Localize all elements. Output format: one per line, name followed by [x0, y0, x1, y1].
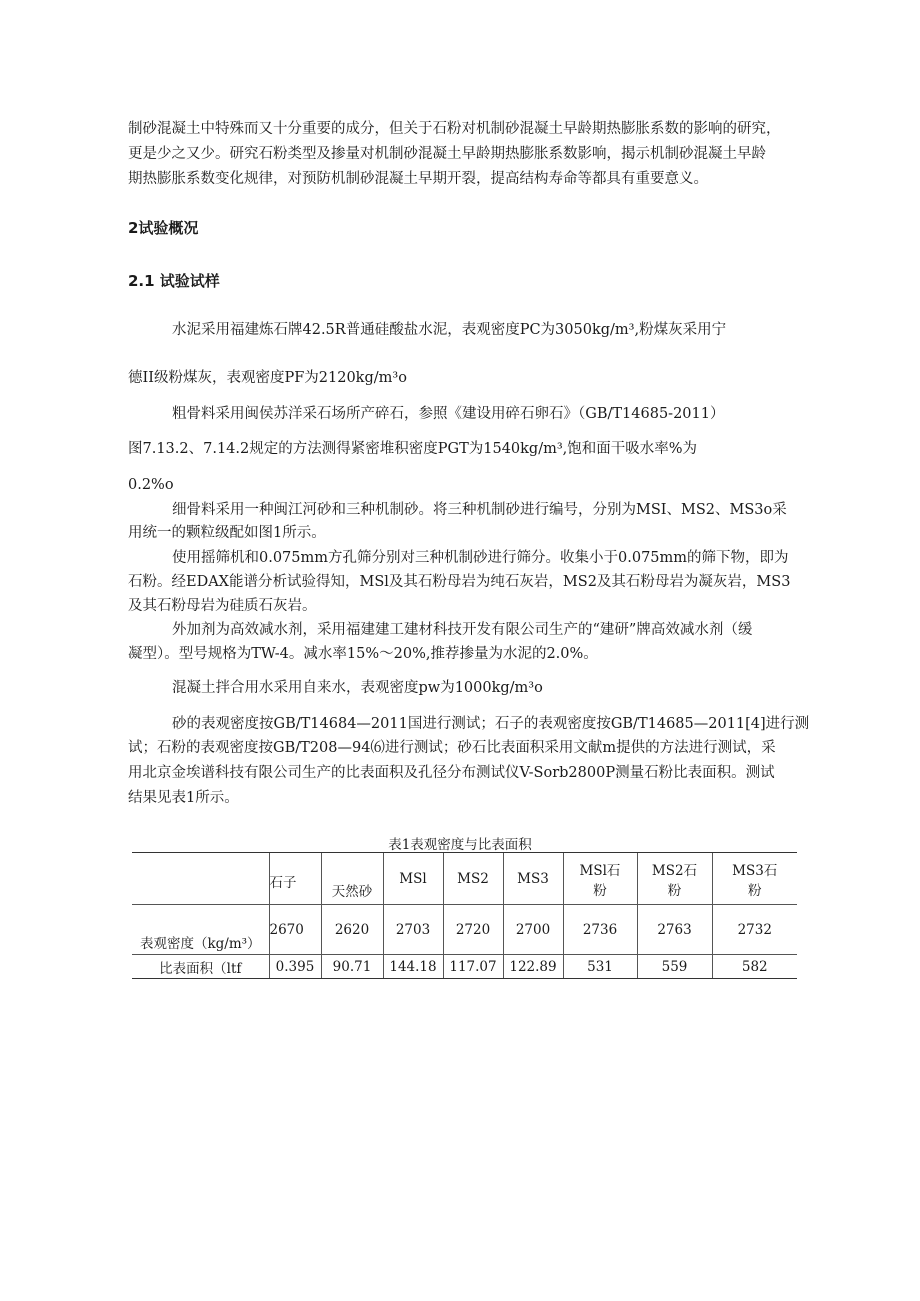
header-cell: MS3	[503, 853, 563, 905]
admix-line-1: 外加剂为高效减水剂，采用福建建工建材科技开发有限公司生产的“建研”牌高效减水剂（缓	[172, 622, 753, 638]
table-cell: 2763	[637, 905, 712, 955]
section-2-1-heading: 2.1 试验试样	[128, 272, 220, 290]
table-cell: 0.395	[269, 955, 321, 979]
table-cell: 144.18	[383, 955, 443, 979]
table-cell: 2670	[269, 905, 321, 955]
header-cell: MSl	[383, 853, 443, 905]
fine-line-1: 细骨料采用一种闽江河砂和三种机制砂。将三种机制砂进行编号，分别为MSI、MS2、MS3o采	[172, 502, 787, 518]
fine-line-2: 用统一的颗粒级配如图1所示。	[128, 525, 326, 541]
sieve-line-1: 使用摇筛机和0.075mm方孔筛分别对三种机制砂进行筛分。收集小于0.075mm的筛下物，即为	[172, 550, 789, 566]
test-line-4: 结果见表1所示。	[128, 790, 239, 806]
table-row	[132, 905, 797, 955]
table-row	[132, 955, 797, 979]
table-cell: 2620	[321, 905, 383, 955]
intro-line-1: 制砂混凝土中特殊而又十分重要的成分，但关于石粉对机制砂混凝土早龄期热膨胀系数的影响的研究，	[128, 121, 781, 137]
table-cell: 2700	[503, 905, 563, 955]
intro-line-2: 更是少之又少。研究石粉类型及掺量对机制砂混凝土早龄期热膨胀系数影响，揭示机制砂混凝土早龄	[128, 146, 766, 162]
section-2-heading: 2试验概况	[128, 219, 199, 237]
table-cell: 531	[563, 955, 637, 979]
table-1	[132, 852, 797, 979]
intro-line-3: 期热膨胀系数变化规律，对预防机制砂混凝土早期开裂，提高结构寿命等都具有重要意义。	[128, 171, 708, 187]
row-label: 表观密度（kg/m³）	[132, 905, 269, 955]
header-cell: MS2	[443, 853, 503, 905]
row-label: 比表面积（ltf	[132, 955, 269, 979]
test-line-3: 用北京金埃谱科技有限公司生产的比表面积及孔径分布测试仪V-Sorb2800P测量石粉比表面积。测试	[128, 765, 775, 781]
coarse-line-2: 图7.13.2、7.14.2规定的方法测得紧密堆积密度PGT为1540kg/m³,饱和面干吸水率%为	[128, 441, 698, 457]
admix-line-2: 凝型）。型号规格为TW-4。减水率15%～20%,推荐掺量为水泥的2.0%。	[128, 646, 598, 662]
table-cell: 122.89	[503, 955, 563, 979]
header-cell: MSl石粉	[563, 853, 637, 905]
header-cell: 天然砂	[321, 853, 383, 905]
test-line-1: 砂的表观密度按GB/T14684—2011国进行测试；石子的表观密度按GB/T14685—2011[4]进行测	[172, 716, 810, 732]
table-header-row	[132, 853, 797, 905]
table-1-caption: 表1表观密度与比表面积	[388, 837, 532, 853]
table-corner-cell	[132, 853, 269, 905]
sieve-line-2: 石粉。经EDAX能谱分析试验得知，MSl及其石粉母岩为纯石灰岩，MS2及其石粉母岩为凝灰岩，MS3	[128, 574, 791, 590]
cement-line-2: 德II级粉煤灰，表观密度PF为2120kg/m³o	[128, 370, 407, 386]
table-cell: 559	[637, 955, 712, 979]
header-cell: MS3石粉	[712, 853, 797, 905]
header-cell: 石子	[269, 853, 321, 905]
table-cell: 2732	[712, 905, 797, 955]
table-cell: 90.71	[321, 955, 383, 979]
coarse-line-1: 粗骨料采用闽侯苏洋采石场所产碎石，参照《建设用碎石卵石》（GB/T14685-2011）	[172, 406, 725, 422]
coarse-line-3: 0.2%o	[128, 477, 174, 493]
table-cell: 117.07	[443, 955, 503, 979]
header-cell: MS2石粉	[637, 853, 712, 905]
table-cell: 582	[712, 955, 797, 979]
water-line: 混凝土拌合用水采用自来水，表观密度pw为1000kg/m³o	[172, 680, 543, 696]
test-line-2: 试；石粉的表观密度按GB/T208—94⑹进行测试；砂石比表面积采用文献m提供的方法进行测试，采	[128, 740, 776, 756]
table-cell: 2736	[563, 905, 637, 955]
table-cell: 2720	[443, 905, 503, 955]
cement-line-1: 水泥采用福建炼石牌42.5R普通硅酸盐水泥，表观密度PC为3050kg/m³,粉煤灰采用宁	[172, 322, 727, 338]
table-cell: 2703	[383, 905, 443, 955]
sieve-line-3: 及其石粉母岩为硅质石灰岩。	[128, 598, 317, 614]
